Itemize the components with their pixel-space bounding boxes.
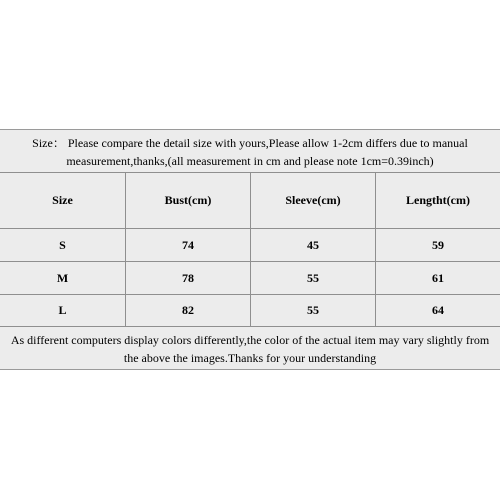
table-cell: 61 [432,270,444,285]
table-cell: 74 [182,237,194,252]
table-cell: 82 [182,303,194,317]
disclaimer-line-1: As different computers display colors differently,the color of the actual item may vary slightly from [10,333,490,347]
color-disclaimer [0,331,500,367]
table-cell: 78 [182,270,194,285]
table-cell: M [56,270,69,285]
size-chart-panel [0,129,500,370]
header-bust: Bust(cm) [164,193,212,207]
header-sleeve: Sleeve(cm) [285,193,341,207]
table-cell: S [59,237,66,252]
table-cell: L [58,303,67,317]
header-size: Size [52,193,73,207]
table-cell: 55 [307,303,319,317]
table-cell: 59 [432,237,444,252]
size-intro-line-2: measurement,thanks,(all measurement in cm and please note 1cm=0.39inch) [66,154,434,168]
size-intro-line-1: Size： Please compare the detail size with yours,Please allow 1-2cm differs due to manual [32,136,468,150]
size-grid [0,172,500,327]
size-intro-note [0,134,500,170]
table-cell: 64 [432,303,444,317]
table-cell: 55 [307,270,319,285]
disclaimer-line-2: the above the images.Thanks for your understanding [123,351,377,365]
header-length: Lengtht(cm) [406,193,470,207]
table-cell: 45 [307,237,319,252]
